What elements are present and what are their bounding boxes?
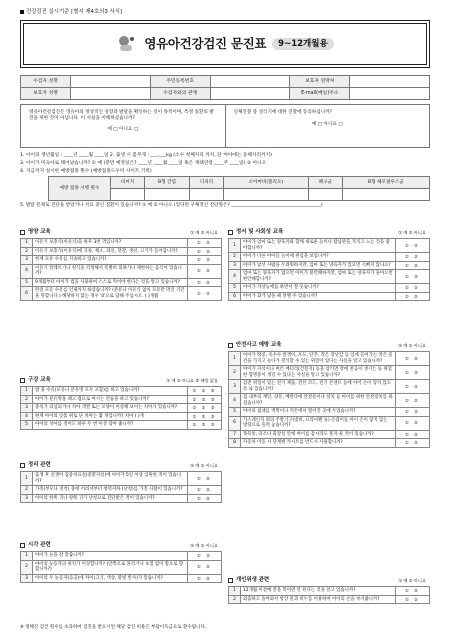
question-number: 5: [229, 284, 241, 293]
label-guardian-phone: 보호자 연락처: [290, 76, 350, 88]
answer-options[interactable]: ① ②: [396, 292, 430, 301]
question-number: 2: [21, 560, 33, 574]
question-text: 아이가 자석이나 버튼 배터리(건전지) 등을 삼키면 장에 천공이 생기는 등 위험한 합병증이 생길 수 있다는 사실을 알고 있습니까?: [241, 366, 396, 380]
question-number: 2: [21, 247, 33, 256]
answer-options[interactable]: ① ②: [396, 380, 430, 394]
section-title: 안전사고 예방 교육: [236, 342, 282, 349]
question-text: 아이가 분유병을 때고 컵으로 마시는 연습을 하고 있습니까?: [33, 395, 188, 404]
question-number: 4: [229, 270, 241, 284]
section-header: [228, 340, 430, 351]
question-text: 현재 모유 수유를 지속하고 있습니까?: [33, 256, 188, 265]
question-line: 4. 지금까지 실시한 예방접종 횟수 (예방접종도우미 사이트 기록): [20, 168, 152, 174]
section-header: [20, 375, 222, 386]
question-number: 2: [229, 595, 241, 604]
question-text: 아이가 다른 아이들 놀이에 관심을 보입니까?: [241, 253, 396, 262]
question-5[interactable]: 5. 발달 문제로 진단을 받았거나 치료 중인 질환이 있습니까? ① 예 ② 아니오 (있다면 구체적인 진단명은? _______________________________________): [20, 203, 323, 208]
section-scale-label: ① 예 ② 아니요: [398, 342, 426, 348]
vaccination-label: 예방 접종 시행 횟수: [49, 177, 111, 201]
vaccine-count-field[interactable]: [111, 189, 145, 201]
question-text: 이유기 보충식(이유식)을 하루 3번 먹입니까?: [33, 239, 188, 248]
question-text: 아이가 엄마 또는 양육자와 함께 새로운 놀이나 탐남관을 가지고 노는 것을 좋아합니까?: [241, 239, 396, 253]
question-text: 아이의 눈동자의 위치가 이상합니까? (안쪽으로 몰리거나 초점 없이 밖으로 향합니까?): [33, 560, 188, 574]
question-text: 감전 위험이 있는 전기 제품, 전선 코드, 전기 콘센트 등에 아이 손이 닿지 않도록 놔 있습니까?: [241, 380, 396, 394]
section-sleep: [20, 460, 222, 503]
section-oral: [20, 375, 222, 430]
vaccine-count-field[interactable]: [342, 189, 429, 201]
question-number: 6: [229, 416, 241, 430]
examinee-info-table: [20, 75, 430, 100]
consent-purpose: [21, 105, 225, 147]
question-text: 출생 후 신생아 집중치료실(중환자실)에 아이가 5일 이상 입원한 적이 있습니까?: [33, 472, 188, 486]
question-row: [229, 587, 430, 596]
section-table: [20, 386, 222, 430]
question-row: [229, 430, 430, 439]
answer-options[interactable]: ① ②: [396, 352, 430, 366]
question-number: 2: [21, 486, 33, 495]
question-row: [229, 439, 430, 448]
answer-options[interactable]: ① ② ③: [188, 404, 222, 413]
section-table: [20, 471, 222, 503]
section-hygiene: [228, 575, 430, 604]
field-email[interactable]: [350, 88, 430, 100]
question-row: [229, 352, 430, 366]
question-row: [21, 486, 222, 495]
label-relation: 수검자와의 관계: [150, 88, 210, 100]
answer-options[interactable]: ① ②: [396, 261, 430, 270]
section-title: 영양 교육: [28, 229, 51, 236]
section-title: 정서 및 사회성 교육: [236, 229, 284, 236]
question-number: 8: [229, 439, 241, 448]
vaccine-name: 소아마비(폴리오): [224, 177, 309, 189]
question-number: 1: [229, 239, 241, 253]
question-number: 2: [21, 395, 33, 404]
vaccine-name: 비씨지: [111, 177, 145, 189]
answer-options[interactable]: ① ②: [396, 430, 430, 439]
section-checkbox[interactable]: [228, 343, 233, 348]
question-text: 엄마 또는 양육자가 없으면 아이가 불안해하지만, 엄마 또는 양육자가 돌아오면 편안해합니까?: [241, 270, 396, 284]
section-title: 정리 관련: [28, 462, 51, 469]
section-scale-label: ① 예 ② 아니요: [190, 229, 218, 235]
answer-options[interactable]: ① ②: [396, 284, 430, 293]
question-number: 6: [229, 292, 241, 301]
question-number: 1: [229, 587, 241, 596]
answer-options[interactable]: ① ②: [396, 416, 430, 430]
vaccine-count-field[interactable]: [308, 189, 342, 201]
question-number: 6: [21, 287, 33, 301]
consent-box: [20, 104, 430, 148]
question-number: 1: [21, 239, 33, 248]
section-scale-label: ① 예 ② 아니요: [190, 462, 218, 468]
section-table: [228, 351, 430, 448]
answer-options[interactable]: ① ②: [188, 472, 222, 486]
question-text: 아이의 한쪽 귀나 양쪽 귀가 난청으로 진단받은 적이 있습니까?: [33, 494, 188, 503]
question-number: 5: [21, 421, 33, 430]
question-text: 아이가 땅콩, 옥수수 알갱이, 포도, 단추, 작은 장난감 등 입에 들어가는 작은 물건을 가지고 놀다가 질식할 수 있는 위험이 있다는 사실을 알고 있습니까?: [241, 352, 396, 366]
question-text: 자동차 이동 시 단계별 카시트를 반드시 사용합니까?: [241, 439, 396, 448]
question-row: [229, 292, 430, 301]
field-examinee-name[interactable]: [71, 76, 151, 88]
question-text: 이유기 알레르기나 천식을 걱정해서 특별히 피하거나 제한하는 음식이 있습니까?: [33, 264, 188, 278]
question-row: [21, 494, 222, 503]
question-text: 현재 아이의 잇몸 위로 난 치아는 몇 개입니까? 치아 ( )개: [33, 412, 188, 421]
consent-purpose-choice[interactable]: 예 □ 아니요 □: [107, 127, 139, 133]
vaccine-count-field[interactable]: [224, 189, 309, 201]
question-row: [229, 595, 430, 604]
question-number: 3: [21, 256, 33, 265]
question-text: 가족(부모나 친척) 중에 어려서부터 청력저하 (난청)를 가진 사람이 있습니까?: [33, 486, 188, 495]
question-text: 아이가 눈을 잘 맞춥니까?: [33, 552, 188, 561]
question-text: 완전 모유 수유를 언제까지 하셨습니까? (분유나 이유식 없이 모유만 먹인 기간을 말합니다.) 해당하지 않는 경우 '0'으로 답해 주십시오. ( )개월: [33, 287, 188, 301]
label-guardian-name: 보호자 성명: [21, 88, 71, 100]
answer-options[interactable]: ① ②: [188, 552, 222, 561]
answer-options[interactable]: ① ② ③: [188, 387, 222, 396]
question-row: [21, 387, 222, 396]
question-text: 아이가 낯선 사람을 두려워하지만, 엄마 또는 양육자가 있으면 기뻐지 않나요?: [241, 261, 396, 270]
answer-options[interactable]: ① ②: [396, 587, 430, 596]
question-number: 1: [21, 387, 33, 396]
section-checkbox[interactable]: [20, 463, 25, 468]
question-number: 4: [21, 412, 33, 421]
consent-purpose-text: 영유아건강검진은 영유아의 정상적인 성장과 발달을 확인하는 것이 목적이며, 특정 질환의 발견을 위한 것이 아닙니다. 이 사실을 이해하셨습니까?: [29, 110, 214, 121]
question-row: [229, 380, 430, 394]
field-guardian-name[interactable]: [71, 88, 151, 100]
section-checkbox[interactable]: [20, 378, 25, 383]
question-number: 3: [229, 261, 241, 270]
answer-options[interactable]: ① ② ③: [188, 421, 222, 430]
answer-options[interactable]: ① ②: [188, 264, 222, 278]
answer-options[interactable]: ① ②: [396, 366, 430, 380]
vaccine-count-field[interactable]: [145, 189, 190, 201]
question-text: 밤 중 수유(모유나 분유병 모두 포함)를 하고 있습니까?: [33, 387, 188, 396]
question-row: [21, 247, 222, 256]
age-badge: 9~12개월용: [272, 38, 334, 51]
question-number: 5: [21, 278, 33, 287]
question-text: 이유기 보충식(이유식)에 곡류, 채소, 과일, 달걀, 생선, 고기가 들어갑니까?: [33, 247, 188, 256]
answer-options[interactable]: ① ②: [396, 239, 430, 253]
question-row: [229, 416, 430, 430]
question-row: [21, 395, 222, 404]
question-row: [229, 270, 430, 284]
section-table: [228, 238, 430, 301]
consent-exam: [225, 105, 430, 147]
question-text: 충치가 의심되거나 치아 색깔 또는 모양이 이상해 보이는 치아가 있습니까?: [33, 404, 188, 413]
section-checkbox[interactable]: [228, 230, 233, 235]
question-row: [21, 278, 222, 287]
question-number: 1: [21, 552, 33, 561]
vaccine-name: B형 간염: [145, 177, 190, 189]
question-number: 1: [229, 352, 241, 366]
question-row: [21, 552, 222, 561]
answer-options[interactable]: ① ② ③: [188, 412, 222, 421]
section-header: [228, 575, 430, 586]
field-resident-no[interactable]: [210, 76, 290, 88]
consent-exam-text: 신체진찰 중 성식기에 대한 진찰에 동의하십니까?: [233, 110, 332, 115]
question-text: 아이의 두 눈동자(동공)에 차이(크기, 색상, 불빛 반사)가 있습니까?: [33, 574, 188, 583]
question-row: [229, 394, 430, 408]
question-number: 2: [229, 253, 241, 262]
answer-options[interactable]: ① ②: [188, 574, 222, 583]
form-header-label: 건강검진 실시기준 [별지 제4호의3 서식]: [20, 9, 122, 16]
question-number: 7: [229, 430, 241, 439]
question-number: 3: [229, 380, 241, 394]
vaccine-name: 디피티: [190, 177, 224, 189]
section-scale-label: ① 예 ② 아니요: [398, 577, 426, 583]
answer-options[interactable]: ① ②: [188, 560, 222, 574]
answer-options[interactable]: ① ②: [188, 486, 222, 495]
question-text: 집 내부의 계단, 창문, 베란다에 안전문이나 설치 등 아이를 위한 안전장치를 하셨습니까?: [241, 394, 396, 408]
section-table: [228, 586, 430, 604]
field-relation[interactable]: [210, 88, 290, 100]
baby-icon: [116, 33, 138, 55]
section-table: [20, 551, 222, 583]
vaccine-count-field[interactable]: [190, 189, 224, 201]
question-number: 4: [21, 264, 33, 278]
question-row: [21, 264, 222, 278]
question-number: 1: [21, 472, 33, 486]
answer-options[interactable]: ① ②: [396, 270, 430, 284]
answer-options[interactable]: ① ②: [188, 256, 222, 265]
question-number: 5: [229, 408, 241, 417]
footnote: ※ 정해진 검진 횟수를 초과하여 검진을 받으시면 해당 검진 비용은 부담이득금으로 환수됩니다.: [20, 625, 207, 630]
question-number: 2: [229, 366, 241, 380]
section-checkbox[interactable]: [20, 543, 25, 548]
question-text: 아이의 치아를 적어도 하루 두 번 이상 닦아 줍니까?: [33, 421, 188, 430]
section-header: [228, 227, 430, 238]
question-number: 3: [21, 404, 33, 413]
question-row: [229, 408, 430, 417]
section-scale-label: ① 예 ② 아니요: [398, 229, 426, 235]
question-row: [21, 574, 222, 583]
section-header: [20, 460, 222, 471]
question-row: [21, 421, 222, 430]
question-text: 목욕통, 욕조나 화장실 안에 아이를 잠시라도 혼자 둔 적이 있습니까?: [241, 430, 396, 439]
answer-options[interactable]: ① ②: [188, 239, 222, 248]
vaccine-name: 폐구균: [308, 177, 342, 189]
question-text: 가스레인지 위의 주방기구(냄비, 프라이팬 등) 손잡이를 아이 손이 닿지 않는 방향으로 돌려 놓습니까?: [241, 416, 396, 430]
question-row: [21, 287, 222, 301]
answer-options[interactable]: ① ② ③: [188, 395, 222, 404]
question-line[interactable]: 1. 아이의 생년월일 : ____년 ____월 ____일 2. 출생 시 몸무게 : ___.___kg (소수 첫째자리 까지, 단 여아에는 동해자리까지): [20, 153, 272, 158]
question-number: 3: [21, 494, 33, 503]
section-table: [20, 238, 222, 301]
section-checkbox[interactable]: [20, 230, 25, 235]
question-text: 아이가 화가 났을 때 달랠 수 있습니까?: [241, 292, 396, 301]
answer-options[interactable]: ① ②: [396, 394, 430, 408]
question-row: [21, 412, 222, 421]
field-guardian-phone[interactable]: [350, 76, 430, 88]
section-nutrition: [20, 227, 222, 301]
answer-options[interactable]: ① ②: [396, 253, 430, 262]
question-row: [21, 256, 222, 265]
consent-exam-choice[interactable]: 예 □ 아니요 □: [311, 121, 343, 127]
question-text: 아이의 침대를 벽쪽이나 커튼에서 떨어진 곳에 두었습니까?: [241, 408, 396, 417]
section-title: 구강 교육: [28, 377, 51, 384]
page-title: 영유아건강검진 문진표: [144, 36, 267, 52]
vaccination-table: [48, 176, 430, 201]
vaccine-name: B형 헤모필루스균: [342, 177, 429, 189]
question-row: [21, 404, 222, 413]
section-safety: [228, 340, 430, 448]
section-header: [20, 540, 222, 551]
question-text: 9개월부터 아이가 컵을 사용하여 스스로 먹어야 한다는 것을 알고 있습니까?: [33, 278, 188, 287]
section-vision: [20, 540, 222, 583]
question-text: 외출하고 돌아와서 항상 물과 비누를 이용하여 아이의 손을 씻겨줍니까?: [241, 595, 396, 604]
section-scale-label: ① 예 ② 아니요 ③ 해당 없음: [166, 377, 218, 383]
label-resident-no: 주민등록번호: [150, 76, 210, 88]
answer-options[interactable]: ① ②: [188, 287, 222, 301]
section-sns: [228, 227, 430, 301]
basic-questions: [20, 153, 430, 177]
question-row: [229, 284, 430, 293]
question-line[interactable]: 3. 아이가 미숙아로 태어났습니까? ① 예 (분만 예정일은? ____년 ____월 ____일 혹은 재태연령 ____주 ____일) ② 아니오: [20, 160, 267, 166]
answer-options[interactable]: ① ②: [396, 408, 430, 417]
answer-options[interactable]: ① ②: [396, 439, 430, 448]
question-row: [21, 560, 222, 574]
question-text: 12개월 이전에 꿀을 먹이면 안 된다는 것을 알고 있습니까?: [241, 587, 396, 596]
answer-options[interactable]: ① ②: [188, 494, 222, 503]
question-number: 3: [21, 574, 33, 583]
question-row: [21, 472, 222, 486]
label-email: E-mail(메일)주소: [290, 88, 350, 100]
answer-options[interactable]: ① ②: [396, 595, 430, 604]
section-title: 시각 관련: [28, 542, 51, 549]
section-scale-label: ① 예 ② 아니요: [190, 542, 218, 548]
question-row: [21, 239, 222, 248]
answer-options[interactable]: ① ②: [188, 278, 222, 287]
question-number: 4: [229, 394, 241, 408]
title-box: [20, 20, 430, 68]
section-checkbox[interactable]: [228, 578, 233, 583]
section-header: [20, 227, 222, 238]
question-row: [229, 261, 430, 270]
label-examinee-name: 수검자 성명: [21, 76, 71, 88]
question-row: [229, 253, 430, 262]
section-title: 개인위생 관련: [236, 577, 270, 584]
answer-options[interactable]: ① ②: [188, 247, 222, 256]
question-row: [229, 366, 430, 380]
question-row: [229, 239, 430, 253]
question-text: 아이가 자상능에를 하면서 잘 웃습니까?: [241, 284, 396, 293]
